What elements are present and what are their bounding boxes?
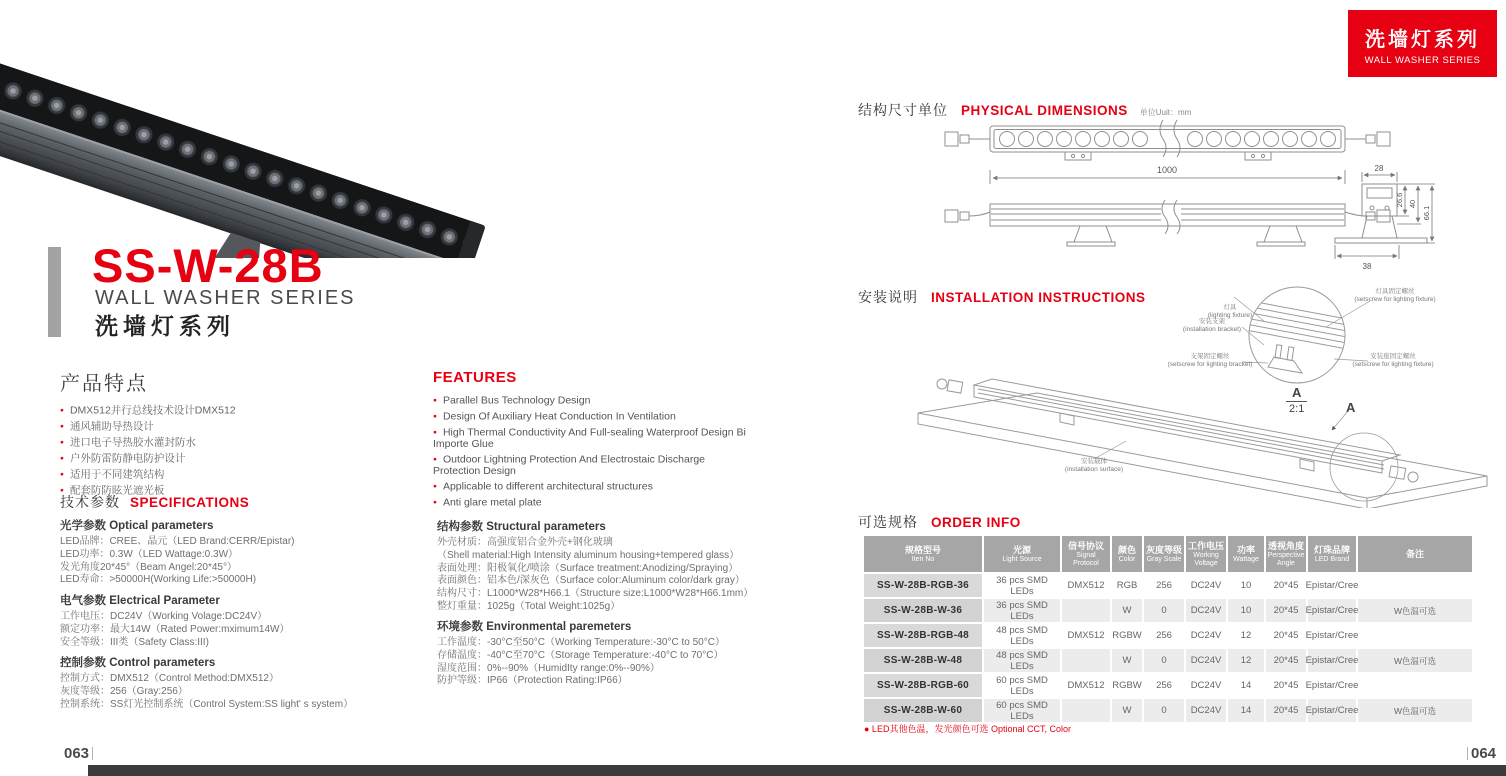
header-cn: 光源 (1012, 544, 1031, 555)
bottom-edge-bar (88, 765, 1506, 776)
dim-total-height: 66.1 (1422, 205, 1431, 221)
header-en: Perspective Angle (1267, 551, 1305, 567)
led-bar-image (0, 52, 486, 258)
page-number-separator (92, 747, 93, 760)
page-number-text: 063 (64, 745, 90, 762)
list-item: ● Applicable to different architectural structures (433, 481, 755, 493)
cell-brand: Epistar/Cree (1305, 630, 1359, 641)
cell-remark: W色温可选 (1358, 699, 1472, 722)
header-cn: 灰度等级 (1145, 544, 1182, 555)
header-en: LED Brand (1314, 555, 1350, 563)
label-setscrew-fixture (1354, 288, 1435, 304)
header-cn: 备注 (1405, 548, 1424, 559)
header-en: Signal Protocol (1073, 551, 1099, 567)
list-item: ● DMX512并行总线技术设计DMX512 (60, 405, 236, 417)
specifications-heading (60, 492, 249, 512)
label-cn: 安装座固定螺丝 (1370, 353, 1416, 360)
cell-signal (1062, 649, 1110, 672)
cell-wattage: 10 (1228, 599, 1264, 622)
header-en: Working Voltage (1193, 551, 1219, 567)
label-en: (setscrew for lighting bracket) (1167, 361, 1253, 368)
cell-brand: Epistar/Cree (1308, 649, 1356, 672)
spec-line: 湿度范围：0%--90%（HumidIty range:0%--90%） (437, 662, 660, 674)
spec-line: 灰度等级：256（Gray:256） (60, 685, 188, 697)
heading-cn: 安装说明 (858, 289, 918, 305)
spec-heading-cn: 技术参数 (60, 494, 120, 510)
cell-wattage: 14 (1228, 699, 1264, 722)
cell-color: W (1112, 599, 1142, 622)
cell-color: W (1112, 649, 1142, 672)
header-cn: 透视角度 (1267, 540, 1304, 551)
page-number-right (1464, 745, 1496, 762)
spec-line: 结构尺寸：L1000*W28*H66.1（Structure size:L1000*W28*H66.1mm） (437, 588, 754, 600)
spec-line: 表面处理：阳极氧化/喷涂（Surface treatment:Anodizing/Spraying） (437, 562, 739, 574)
header-cn: 规格型号 (904, 544, 941, 555)
list-item: ● Outdoor Lightning Protection And Electrostaic Discharge Protection Design (433, 454, 755, 477)
features-en-heading: FEATURES (433, 369, 517, 386)
cell-color: RGBW (1112, 680, 1142, 691)
header-en: Light Source (1002, 555, 1042, 563)
cell-signal (1062, 599, 1110, 622)
list-item: ● 适用于不同建筑结构 (60, 469, 236, 481)
column-header (864, 536, 982, 572)
spec-line: 工作电压：DC24V（Working Volage:DC24V） (60, 611, 268, 622)
column-header (1186, 536, 1226, 572)
label-cn: 支架固定螺丝 (1190, 353, 1230, 360)
heading-en: ORDER INFO (931, 515, 1021, 530)
banner-title-cn: 洗墙灯系列 (1365, 29, 1480, 51)
cell-light-source: 60 pcs SMD LEDs (984, 699, 1060, 722)
cell-voltage: DC24V (1186, 699, 1226, 722)
section-title: 控制参数 Control parameters (60, 657, 216, 669)
series-title-cn: 洗墙灯系列 (95, 313, 235, 339)
cell-signal: DMX512 (1067, 630, 1105, 641)
product-photo (0, 0, 700, 258)
header-cn: 工作电压 (1187, 540, 1224, 551)
order-info-table (864, 536, 1472, 722)
cell-remark (1358, 624, 1472, 647)
cell-brand: Epistar/Cree (1308, 699, 1356, 722)
title-accent-bar (48, 247, 61, 337)
label-en: (installation surface) (1064, 466, 1124, 473)
label-setscrew-bracket (1168, 353, 1253, 369)
structural-parameters-section (437, 518, 753, 614)
header-cn: 灯珠品牌 (1313, 544, 1350, 555)
label-installation-bracket (1183, 318, 1241, 334)
label-cn: 灯具 (1223, 304, 1237, 311)
cell-angle: 20*45 (1266, 649, 1306, 672)
cell-remark (1358, 574, 1472, 597)
label-en: (installation bracket) (1182, 326, 1242, 333)
cell-gray: 256 (1156, 580, 1172, 591)
label-cn: 安装载体 (1080, 458, 1107, 465)
dim-inner-height: 26.6 (1395, 192, 1404, 208)
label-setscrew-mount (1352, 353, 1433, 369)
spec-line: 整灯重量：1025g（Total Weight:1025g） (437, 600, 621, 612)
spec-line: LED寿命：>50000H(Working Life:>50000H) (60, 574, 257, 586)
detail-scale: 2:1 (1289, 403, 1305, 415)
dim-top-width: 28 (1374, 164, 1384, 173)
cell-light-source: 36 pcs SMD LEDs (996, 574, 1048, 597)
column-header (1228, 536, 1264, 572)
cell-light-source: 48 pcs SMD LEDs (996, 624, 1048, 647)
spec-line: 外壳材质：高强度铝合金外壳+钢化玻璃 (437, 537, 613, 548)
cell-brand: Epistar/Cree (1305, 680, 1359, 691)
control-parameters-section (60, 654, 353, 711)
cell-angle: 20*45 (1273, 630, 1299, 641)
spec-line: （Shell material:High Intensity aluminum housing+tempered glass） (437, 549, 740, 561)
features-cn-heading: 产品特点 (60, 373, 148, 395)
page-number-separator (1467, 747, 1468, 760)
cell-light-source: 36 pcs SMD LEDs (984, 599, 1060, 622)
column-header (1112, 536, 1142, 572)
order-note: ● LED其他色温，发光颜色可选 Optional CCT, Color (864, 724, 1071, 734)
heading-en: INSTALLATION INSTRUCTIONS (931, 290, 1146, 305)
optical-parameters-section (60, 517, 295, 587)
label-installation-surface (1065, 458, 1123, 474)
column-header (1144, 536, 1184, 572)
spec-line: 控制系统：SS灯光控制系统（Control System:SS light' s system） (60, 698, 354, 710)
cell-voltage: DC24V (1190, 630, 1222, 641)
cell-angle: 20*45 (1273, 580, 1299, 591)
cell-wattage: 12 (1228, 649, 1264, 672)
spec-line: 防护等级：IP66（Protection Rating:IP66） (437, 675, 628, 687)
section-title: 电气参数 Electrical Parameter (60, 595, 220, 607)
electrical-parameters-section (60, 592, 289, 649)
page-number-left (64, 745, 96, 762)
cell-color: RGBW (1112, 630, 1142, 641)
heading-en: PHYSICAL DIMENSIONS (961, 103, 1128, 118)
cell-wattage: 10 (1240, 580, 1252, 591)
cell-gray: 256 (1156, 680, 1172, 691)
cell-voltage: DC24V (1186, 599, 1226, 622)
features-en-section (433, 369, 755, 513)
page-number-text: 064 (1471, 745, 1497, 762)
column-header (984, 536, 1060, 572)
series-title-en: WALL WASHER SERIES (95, 287, 356, 309)
column-header (1308, 536, 1356, 572)
list-item: ● Design Of Auxiliary Heat Conduction In Ventilation (433, 411, 755, 423)
detail-view-marker (1286, 385, 1307, 415)
cell-color: RGB (1116, 580, 1138, 591)
header-en: Color (1118, 555, 1136, 563)
order-info-heading (858, 512, 1021, 532)
cell-wattage: 12 (1240, 630, 1252, 641)
cell-gray: 0 (1144, 649, 1184, 672)
cell-angle: 20*45 (1266, 699, 1306, 722)
spec-line: 工作温度：-30°C至50°C（Working Temperature:-30°C to 50°C） (437, 637, 725, 648)
label-en: (lighting fixture) (1207, 312, 1253, 319)
dim-base-width: 38 (1362, 262, 1372, 271)
cell-gray: 256 (1156, 630, 1172, 641)
list-item: ● 配套防防眩光遮光板 (60, 485, 236, 497)
column-header (1062, 536, 1110, 572)
column-header (1266, 536, 1306, 572)
cell-item-no: SS-W-28B-W-36 (864, 599, 982, 622)
header-cn: 颜色 (1117, 544, 1136, 555)
series-banner (1348, 10, 1497, 77)
cell-light-source: 48 pcs SMD LEDs (984, 649, 1060, 672)
spec-line: 控制方式：DMX512（Control Method:DMX512） (60, 673, 279, 684)
header-en: Iten No (911, 555, 935, 563)
section-title: 结构参数 Structural parameters (437, 521, 606, 533)
spec-line: 发光角度20*45°（Beam Angel:20*45°） (60, 561, 237, 573)
list-item: ● 进口电子导热胶水灌封防水 (60, 437, 236, 449)
cell-signal: DMX512 (1067, 680, 1105, 691)
header-cn: 功率 (1236, 544, 1255, 555)
spec-heading-en: SPECIFICATIONS (130, 495, 250, 510)
label-cn: 安装支架 (1198, 318, 1225, 325)
heading-cn: 可选规格 (858, 514, 918, 530)
cell-voltage: DC24V (1190, 680, 1222, 691)
header-en: Gray Scale (1146, 555, 1182, 563)
cell-item-no: SS-W-28B-RGB-48 (864, 624, 982, 647)
cell-signal (1062, 699, 1110, 722)
detail-letter: A (1286, 385, 1307, 402)
cell-gray: 0 (1144, 599, 1184, 622)
dimension-drawing (915, 112, 1505, 274)
product-model-title: SS-W-28B (92, 239, 324, 292)
cell-brand: Epistar/Cree (1308, 599, 1356, 622)
cell-voltage: DC24V (1190, 580, 1222, 591)
section-title: 环境参数 Environmental paremeters (437, 621, 632, 633)
dim-length: 1000 (1156, 165, 1178, 175)
label-en: (setscrew for lighting fixture) (1352, 361, 1434, 368)
spec-line: 存储温度：-40°C至70°C（Storage Temperature:-40°C to 70°C） (437, 649, 724, 661)
cell-angle: 20*45 (1266, 599, 1306, 622)
column-header (1358, 536, 1472, 572)
list-item: ● 通风辅助导热设计 (60, 421, 236, 433)
label-cn: 灯具固定螺丝 (1375, 288, 1415, 295)
cell-item-no: SS-W-28B-W-48 (864, 649, 982, 672)
cell-remark: W色温可选 (1358, 649, 1472, 672)
list-item: ● Parallel Bus Technology Design (433, 395, 755, 407)
spec-line: 表面颜色：铝本色/深灰色（Surface color:Aluminum color/dark gray） (437, 575, 745, 587)
list-item: ● 户外防雷防静电防护设计 (60, 453, 236, 465)
environmental-parameters-section (437, 618, 725, 688)
dim-mid-height: 40 (1408, 199, 1417, 209)
list-item: ● High Thermal Conductivity And Full-sealing Waterproof Design Bi Importe Glue (433, 427, 755, 450)
cell-signal: DMX512 (1067, 580, 1105, 591)
spec-line: 额定功率：最大14W（Rated Power:mximum14W） (60, 623, 290, 635)
cell-color: W (1112, 699, 1142, 722)
features-cn-list (60, 405, 236, 497)
cell-gray: 0 (1144, 699, 1184, 722)
spec-line: LED品牌：CREE、晶元（LED Brand:CERR/Epistar) (60, 536, 295, 547)
header-en: Wattage (1233, 555, 1259, 563)
cell-voltage: DC24V (1186, 649, 1226, 672)
banner-title-en: WALL WASHER SERIES (1364, 55, 1481, 66)
label-en: (setscrew for lighting fixture) (1354, 296, 1436, 303)
cell-light-source: 60 pcs SMD LEDs (996, 674, 1048, 697)
unit-note: 单位Uuit：mm (1139, 108, 1192, 117)
section-title: 光学参数 Optical parameters (60, 520, 214, 532)
section-marker-a: A (1346, 400, 1356, 415)
spec-line: 安全等级：III类（Safety Class:III) (60, 636, 209, 648)
heading-cn: 结构尺寸单位 (858, 102, 948, 118)
cell-item-no: SS-W-28B-RGB-60 (864, 674, 982, 697)
cell-angle: 20*45 (1273, 680, 1299, 691)
cell-remark: W色温可选 (1358, 599, 1472, 622)
spec-line: LED功率：0.3W（LED Wattage:0.3W） (60, 548, 239, 560)
cell-item-no: SS-W-28B-W-60 (864, 699, 982, 722)
cell-wattage: 14 (1240, 680, 1252, 691)
header-cn: 信号协议 (1067, 540, 1104, 551)
cell-item-no: SS-W-28B-RGB-36 (864, 574, 982, 597)
cell-remark (1358, 674, 1472, 697)
cell-brand: Epistar/Cree (1305, 580, 1359, 591)
features-cn-section (60, 367, 236, 501)
list-item: ● Anti glare metal plate (433, 497, 755, 509)
features-en-list (433, 395, 755, 509)
